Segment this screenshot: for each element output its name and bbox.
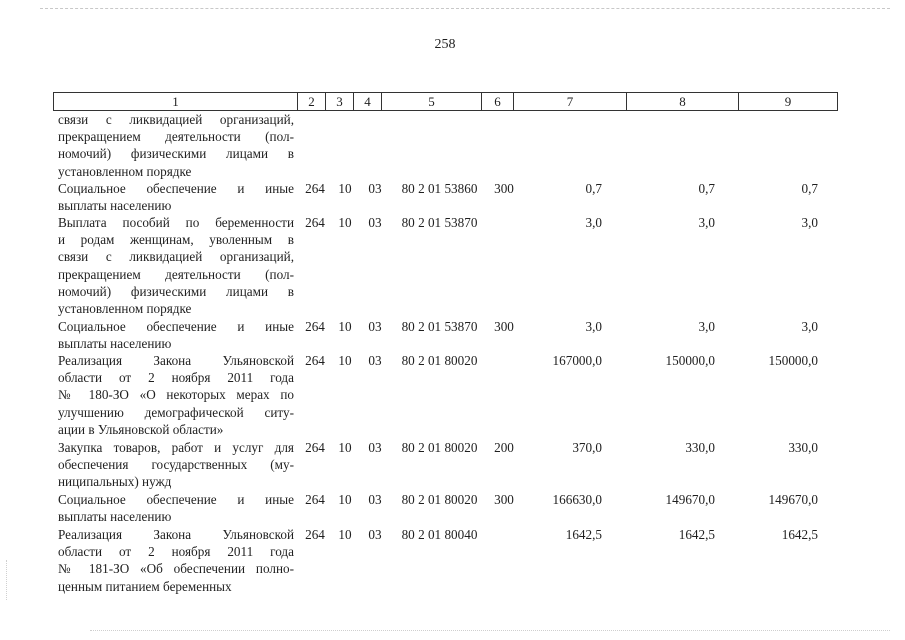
cell-subsection: 03 <box>368 492 382 507</box>
description-line: № 181-ЗО «Об обеспечении полно- <box>58 561 294 577</box>
cell-amount-col7: 167000,0 <box>552 353 602 368</box>
description-line: Выплата пособий по беременности <box>58 215 294 230</box>
cell-amount-col7: 0,7 <box>585 181 602 196</box>
column-header-table <box>53 92 838 111</box>
cell-section: 10 <box>338 527 352 542</box>
description-line: № 180-ЗО «О некоторых мерах по <box>58 387 294 403</box>
cell-ministry: 264 <box>305 319 325 334</box>
description-line: номочий) физическими лицами в <box>58 146 294 162</box>
description-line: связи с ликвидацией организаций, <box>58 249 294 265</box>
description-line: ации в Ульяновской области» <box>58 421 224 437</box>
cell-target-code: 80 2 01 53870 <box>401 215 478 230</box>
header-col-5: 5 <box>382 93 482 111</box>
description-line: установленном порядке <box>58 163 192 179</box>
cell-amount-col8: 1642,5 <box>678 527 715 542</box>
cell-amount-col9: 3,0 <box>801 319 818 334</box>
cell-subsection: 03 <box>368 319 382 334</box>
row-description <box>58 526 294 595</box>
cell-expense-type: 200 <box>494 440 514 455</box>
cell-expense-type: 300 <box>494 319 514 334</box>
row-description <box>58 352 294 438</box>
cell-ministry: 264 <box>305 440 325 455</box>
description-line: и родам женщинам, уволенным в <box>58 232 294 248</box>
cell-target-code: 80 2 01 80040 <box>401 527 478 542</box>
cell-amount-col7: 1642,5 <box>565 527 602 542</box>
description-line: ценным питанием беременных <box>58 578 232 594</box>
description-line: Реализация Закона Ульяновской <box>58 527 294 542</box>
row-description <box>58 491 294 525</box>
cell-amount-col8: 3,0 <box>698 215 715 230</box>
header-col-3: 3 <box>326 93 354 111</box>
cell-target-code: 80 2 01 80020 <box>401 492 478 507</box>
description-line: прекращением деятельности (пол- <box>58 129 294 145</box>
cell-amount-col9: 3,0 <box>801 215 818 230</box>
cell-ministry: 264 <box>305 527 325 542</box>
cell-amount-col8: 3,0 <box>698 319 715 334</box>
description-line: Социальное обеспечение и иные <box>58 181 294 196</box>
description-line: установленном порядке <box>58 301 192 317</box>
cell-amount-col7: 370,0 <box>572 440 602 455</box>
scan-artifact-edge <box>6 560 8 600</box>
description-line: номочий) физическими лицами в <box>58 283 294 299</box>
description-line: улучшению демографической ситу- <box>58 404 294 420</box>
cell-section: 10 <box>338 440 352 455</box>
description-line: Социальное обеспечение и иные <box>58 492 294 507</box>
cell-ministry: 264 <box>305 353 325 368</box>
header-col-4: 4 <box>354 93 382 111</box>
cell-subsection: 03 <box>368 527 382 542</box>
cell-subsection: 03 <box>368 353 382 368</box>
cell-ministry: 264 <box>305 181 325 196</box>
description-line: выплаты населению <box>58 336 172 352</box>
description-line: Реализация Закона Ульяновской <box>58 353 294 368</box>
cell-amount-col9: 1642,5 <box>781 527 818 542</box>
cell-subsection: 03 <box>368 440 382 455</box>
cell-subsection: 03 <box>368 181 382 196</box>
cell-expense-type: 300 <box>494 181 514 196</box>
scan-artifact-bottom <box>90 630 890 631</box>
header-col-1: 1 <box>54 93 298 111</box>
cell-target-code: 80 2 01 80020 <box>401 353 478 368</box>
header-row <box>54 93 838 111</box>
description-line: области от 2 ноября 2011 года <box>58 370 294 386</box>
description-line: Социальное обеспечение и иные <box>58 319 294 334</box>
cell-ministry: 264 <box>305 215 325 230</box>
description-line: ниципальных) нужд <box>58 474 172 490</box>
cell-section: 10 <box>338 319 352 334</box>
scan-artifact-top <box>40 8 890 9</box>
row-description <box>58 111 294 180</box>
description-line: выплаты населению <box>58 198 172 214</box>
cell-expense-type: 300 <box>494 492 514 507</box>
description-line: обеспечения государственных (му- <box>58 457 294 473</box>
cell-amount-col8: 149670,0 <box>665 492 715 507</box>
cell-section: 10 <box>338 353 352 368</box>
cell-amount-col8: 330,0 <box>685 440 715 455</box>
cell-amount-col7: 166630,0 <box>552 492 602 507</box>
row-description <box>58 180 294 214</box>
cell-amount-col9: 330,0 <box>788 440 818 455</box>
cell-amount-col9: 0,7 <box>801 181 818 196</box>
cell-target-code: 80 2 01 53870 <box>401 319 478 334</box>
cell-amount-col7: 3,0 <box>585 319 602 334</box>
cell-amount-col8: 150000,0 <box>665 353 715 368</box>
description-line: прекращением деятельности (пол- <box>58 266 294 282</box>
header-col-8: 8 <box>627 93 739 111</box>
description-line: Закупка товаров, работ и услуг для <box>58 440 294 455</box>
cell-subsection: 03 <box>368 215 382 230</box>
description-line: связи с ликвидацией организаций, <box>58 112 294 127</box>
cell-amount-col9: 149670,0 <box>768 492 818 507</box>
cell-amount-col7: 3,0 <box>585 215 602 230</box>
header-col-7: 7 <box>514 93 627 111</box>
cell-section: 10 <box>338 215 352 230</box>
row-description <box>58 439 294 491</box>
cell-ministry: 264 <box>305 492 325 507</box>
description-line: области от 2 ноября 2011 года <box>58 544 294 560</box>
cell-amount-col8: 0,7 <box>698 181 715 196</box>
header-col-2: 2 <box>298 93 326 111</box>
row-description <box>58 214 294 317</box>
page-number: 258 <box>434 37 456 52</box>
header-col-6: 6 <box>482 93 514 111</box>
cell-target-code: 80 2 01 80020 <box>401 440 478 455</box>
cell-target-code: 80 2 01 53860 <box>401 181 478 196</box>
row-description <box>58 318 294 352</box>
cell-section: 10 <box>338 181 352 196</box>
cell-amount-col9: 150000,0 <box>768 353 818 368</box>
cell-section: 10 <box>338 492 352 507</box>
description-line: выплаты населению <box>58 509 172 525</box>
header-col-9: 9 <box>739 93 838 111</box>
